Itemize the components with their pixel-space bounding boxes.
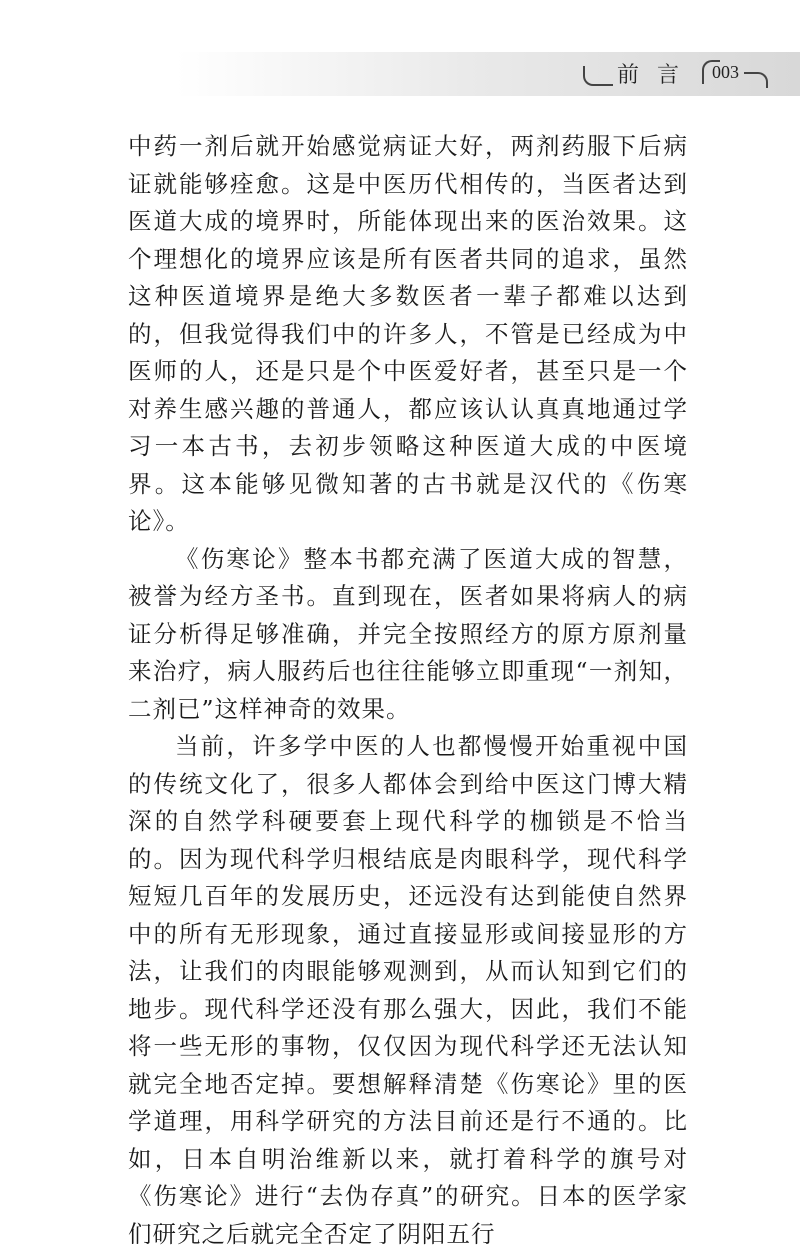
paragraph-1: 中药一剂后就开始感觉病证大好，两剂药服下后病证就能够痊愈。这是中医历代相传的，当医者达到医道大成的境界时，所能体现出来的医治效果。这个理想化的境界应该是所有医者共同的追求，虽然这种医道境界是绝大多数医者一辈子都难以达到的，但我觉得我们中的许多人，不管是已经成为中医师的人，还是只是个中医爱好者，甚至只是一个对养生感兴趣的普通人，都应该认认真真地通过学习一本古书，去初步领略这种医道大成的中医境界。这本能够见微知著的古书就是汉代的《伤寒论》。 [128, 132, 688, 535]
page-number: 003 [712, 62, 739, 82]
header-ornament-right [744, 72, 768, 88]
paragraph-2: 《伤寒论》整本书都充满了医道大成的智慧，被誉为经方圣书。直到现在，医者如果将病人的病证分析得足够准确，并完全按照经方的原方原剂量来治疗，病人服药后也往往能够立即重现“一剂知，二剂已”这样神奇的效果。 [128, 544, 688, 723]
running-header-title: 前言 [617, 63, 698, 88]
paragraph-3: 当前，许多学中医的人也都慢慢开始重视中国的传统文化了，很多人都体会到给中医这门博大精深的自然学科硬要套上现代科学的枷锁是不恰当的。因为现代科学归根结底是肉眼科学，现代科学短短几百年的发展历史，还远没有达到能使自然界中的所有无形现象，通过直接显形或间接显形的方法，让我们的肉眼能够观测到，从而认知到它们的地步。现代科学还没有那么强大，因此，我们不能将一些无形的事物，仅仅因为现代科学还无法认知就完全地否定掉。要想解释清楚《伤寒论》里的医学道理，用科学研究的方法目前还是行不通的。比如，日本自明治维新以来，就打着科学的旗号对《伤寒论》进行“去伪存真”的研究。日本的医学家们研究之后就完全否定了阴阳五行 [128, 732, 688, 1248]
body-text [128, 128, 688, 1253]
header-ornament-left [583, 66, 613, 86]
